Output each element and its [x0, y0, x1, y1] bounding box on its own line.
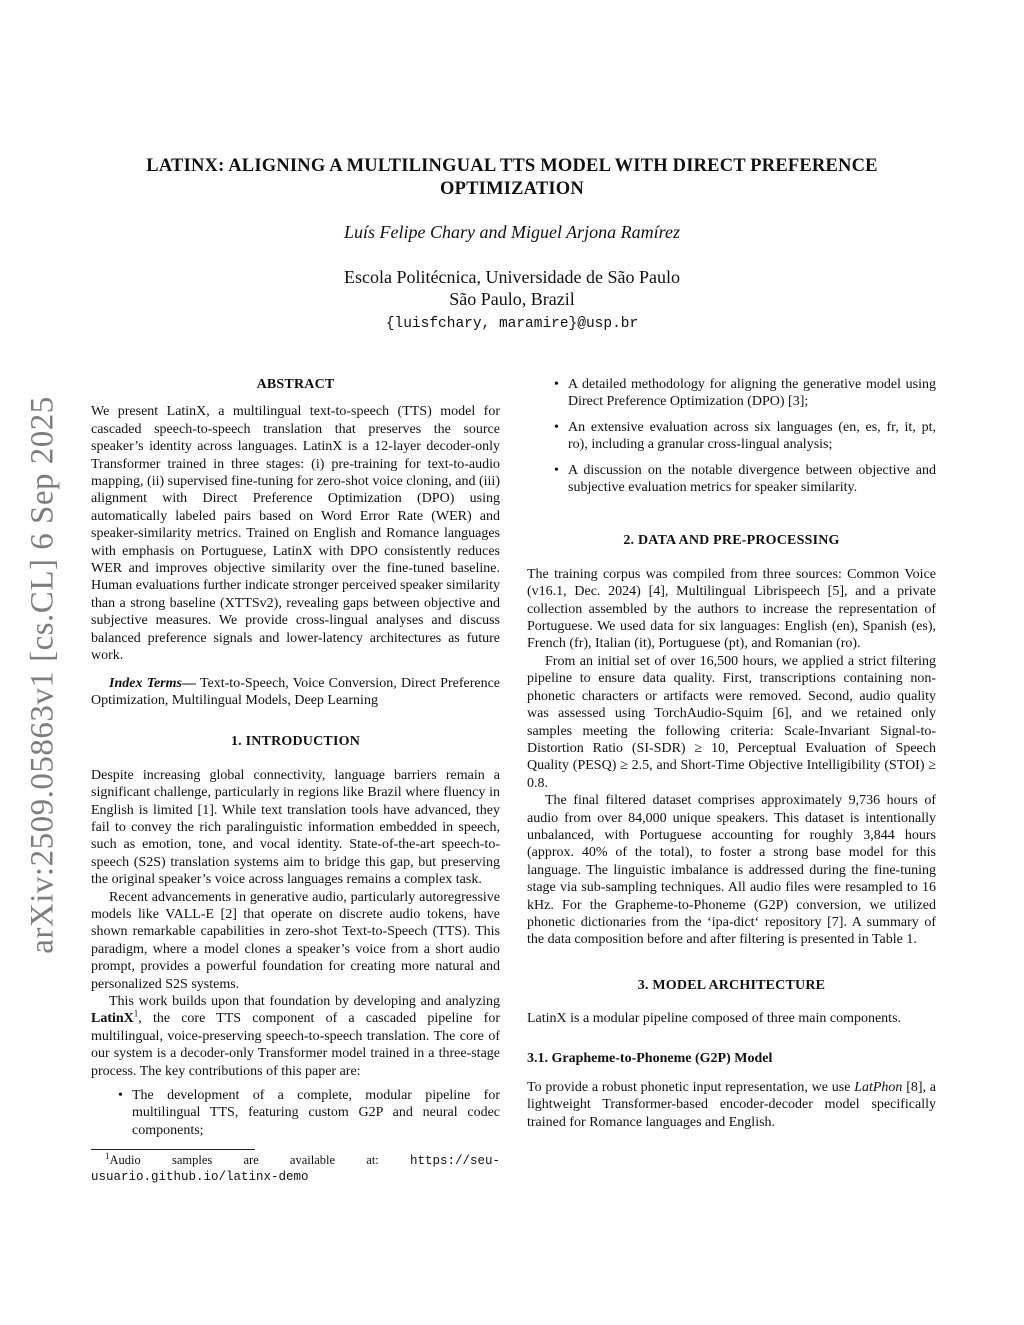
contribution-item: • An extensive evaluation across six languages (en, es, fr, it, pt, ro), including a granular cross-lingual analysis; [527, 419, 936, 454]
contributions-list-right [527, 376, 936, 496]
intro-paragraph-1: Despite increasing global connectivity, language barriers remain a significant challenge, particularly in regions like Brazil where fluency in English is limited [1]. While text translation tools have advanced, they fail to convey the rich paralinguistic information embedded in speech, such as emotion, tone, and vocal identity. State-of-the-art speech-to-speech (S2S) translation systems aim to bridge this gap, but preserving the original speaker’s voice across languages remains a complex task. [91, 767, 500, 888]
g2p-text-b: [8], a lightweight Transformer-based encoder-decoder model specifically trained for Romance languages and English. [527, 1080, 937, 1130]
author-email: {luisfchary, maramire}@usp.br [385, 316, 639, 332]
affiliation-line-1: Escola Politécnica, Universidade de São Paulo [344, 267, 680, 287]
footnote-text: Audio samples are available at: [109, 1153, 379, 1168]
index-terms [91, 675, 500, 710]
title-line-1: LATINX: ALIGNING A MULTILINGUAL TTS MODEL WITH DIRECT PREFERENCE [146, 156, 878, 176]
data-paragraph-1: The training corpus was compiled from three sources: Common Voice (v16.1, Dec. 2024) [4], Multilingual Librispeech [5], and a private collection assembled by the authors to increase the representation of Portuguese. We used data for six languages: English (en), Spanish (es), French (fr), Italian (it), Portuguese (pt), and Romanian (ro). [527, 566, 936, 652]
contributions-list-left [91, 1087, 500, 1139]
g2p-text-a: To provide a robust phonetic input representation, we use [527, 1080, 855, 1095]
abstract-heading: ABSTRACT [256, 377, 335, 392]
contribution-item: • The development of a complete, modular pipeline for multilingual TTS, featuring custom G2P and neural codec components; [91, 1087, 500, 1139]
affiliation-line-2: São Paulo, Brazil [449, 289, 575, 309]
index-terms-label: Index Terms— [109, 675, 196, 691]
latphon-italic: LatPhon [854, 1080, 903, 1095]
intro-p3-text-b: , the core TTS component of a cascaded pipeline for multilingual, voice-preserving speech-to-speech translation. The core of our system is a decoder-only Transformer model trained in a three-stage process. The key contributions of this paper are: [91, 1011, 500, 1079]
index-terms-text: Text-to-Speech, Voice Conversion, Direct Preference Optimization, Multilingual Models, Deep Learning [91, 675, 501, 708]
footnote-mark: 1 [105, 1151, 110, 1162]
left-column [91, 376, 500, 1185]
right-column [527, 376, 936, 1131]
contribution-item: • A detailed methodology for aligning the generative model using Direct Preference Optimization (DPO) [3]; [527, 376, 936, 411]
footnote-divider [91, 1149, 255, 1150]
intro-paragraph-2: Recent advancements in generative audio, particularly autoregressive models like VALL-E [2] that operate on discrete audio tokens, have shown remarkable capabilities in zero-shot Text-to-Speech (TTS). This paradigm, where a model clones a speaker’s voice from a short audio prompt, provides a powerful foundation for creating more natural and personalized S2S systems. [91, 889, 500, 992]
model-paragraph-1: LatinX is a modular pipeline composed of three main components. [527, 1011, 902, 1027]
footnote-ref: 1 [133, 1008, 139, 1019]
footnote-url[interactable]: https://seu-usuario.github.io/latinx-demo [91, 1154, 500, 1185]
introduction-heading: 1. INTRODUCTION [230, 734, 360, 750]
intro-p3-text-a: This work builds upon that foundation by developing and analyzing [109, 994, 500, 1009]
footnote [91, 1153, 500, 1185]
abstract-text: We present LatinX, a multilingual text-to-speech (TTS) model for cascaded speech-to-speech translation that preserves the source speaker’s identity across languages. LatinX is a 12-layer decoder-only Transformer trained in three stages: (i) pre-training for text-to-audio mapping, (ii) supervised fine-tuning for zero-shot voice cloning, and (iii) alignment with Direct Preference Optimization (DPO) using automatically labeled pairs based on Word Error Rate (WER) and speaker-similarity metrics. Trained on English and Romance languages with emphasis on Portuguese, LatinX with DPO consistently reduces WER and improves objective similarity over the fine-tuned baseline. Human evaluations further indicate stronger perceived speaker similarity than a strong baseline (XTTSv2), revealing gaps between objective and subjective measures. We provide cross-lingual analyses and discuss balanced preference signals and lower-latency architectures as future work. [91, 404, 500, 664]
arxiv-identifier-stamp [18, 380, 68, 970]
data-paragraph-3: The final filtered dataset comprises approximately 9,736 hours of audio from over 84,000 unique speakers. This dataset is intentionally unbalanced, with Portuguese accounting for roughly 3,844 hours (approx. 40% of the total), to foster a strong base model for this language. The linguistic imbalance is addressed during the fine-tuning stage via sub-sampling techniques. All audio files were resampled to 16 kHz. For the Grapheme-to-Phoneme (G2P) conversion, we utilized phonetic dictionaries from the ‘ipa-dict‘ repository [7]. A summary of the data composition before and after filtering is presented in Table 1. [527, 793, 936, 948]
arxiv-identifier: arXiv:2509.05863v1 [cs.CL] 6 Sep 2025 [24, 396, 61, 954]
data-paragraph-2: From an initial set of over 16,500 hours, we applied a strict filtering pipeline to ensure data quality. First, transcriptions containing non-phonetic characters or artifacts were removed. Second, audio quality was assessed using TorchAudio-Squim [6], and we retained only samples meeting the following criteria: Scale-Invariant Signal-to-Distortion Ratio (SI-SDR) ≥ 10, Perceptual Evaluation of Speech Quality (PESQ) ≥ 2.5, and Short-Time Objective Intelligibility (STOI) ≥ 0.8. [527, 653, 936, 791]
data-section-heading: 2. DATA AND PRE-PROCESSING [623, 533, 840, 549]
latinx-bold: LatinX [91, 1011, 134, 1027]
intro-paragraph-3 [91, 993, 500, 1080]
author-affiliation [100, 266, 924, 310]
model-section-heading: 3. MODEL ARCHITECTURE [637, 977, 826, 993]
paper-title [100, 155, 924, 201]
title-line-2: OPTIMIZATION [440, 179, 584, 199]
paper-authors: Luís Felipe Chary and Miguel Arjona Ramírez [344, 222, 680, 242]
g2p-subsection-heading: 3.1. Grapheme-to-Phoneme (G2P) Model [527, 1050, 773, 1066]
g2p-paragraph [527, 1079, 936, 1131]
contribution-item: • A discussion on the notable divergence between objective and subjective evaluation metrics for speaker similarity. [527, 462, 936, 497]
